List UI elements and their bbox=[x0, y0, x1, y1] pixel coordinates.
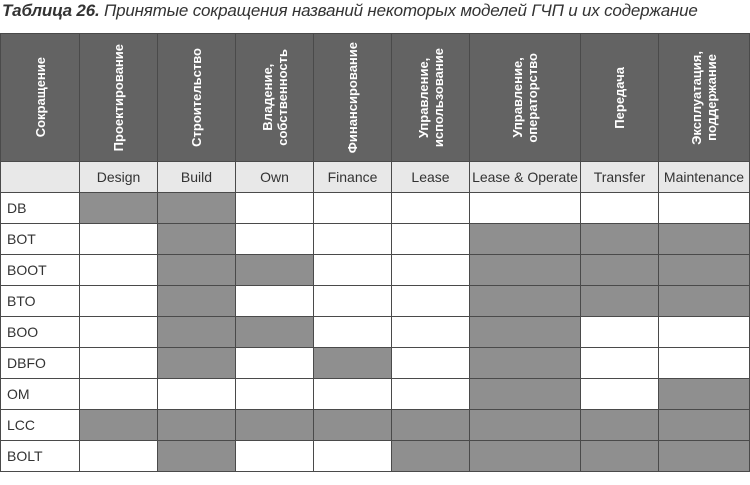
cell-design bbox=[80, 379, 158, 410]
cell-finance bbox=[314, 379, 392, 410]
row-abbreviation: OM bbox=[1, 379, 80, 410]
cell-design bbox=[80, 286, 158, 317]
cell-own bbox=[236, 286, 314, 317]
cell-own bbox=[236, 224, 314, 255]
cell-lease bbox=[392, 193, 470, 224]
cell-finance bbox=[314, 410, 392, 441]
table-row bbox=[1, 410, 750, 441]
cell-maintenance bbox=[659, 410, 750, 441]
cell-design bbox=[80, 224, 158, 255]
header-own: Владение, собственность bbox=[236, 34, 314, 162]
cell-build bbox=[158, 348, 236, 379]
cell-build bbox=[158, 410, 236, 441]
cell-lease-operate bbox=[470, 410, 581, 441]
cell-finance bbox=[314, 193, 392, 224]
row-abbreviation: DB bbox=[1, 193, 80, 224]
cell-own bbox=[236, 410, 314, 441]
cell-build bbox=[158, 193, 236, 224]
subheader-finance: Finance bbox=[314, 162, 392, 193]
caption-text: Принятые сокращения названий некоторых моделей ГЧП и их содержание bbox=[104, 1, 698, 20]
cell-lease bbox=[392, 348, 470, 379]
table-row bbox=[1, 224, 750, 255]
cell-transfer bbox=[581, 410, 659, 441]
cell-finance bbox=[314, 286, 392, 317]
cell-transfer bbox=[581, 255, 659, 286]
cell-transfer bbox=[581, 379, 659, 410]
cell-finance bbox=[314, 348, 392, 379]
header-abbr: Сокращение bbox=[1, 34, 80, 162]
header-lease: Управление, использование bbox=[392, 34, 470, 162]
row-abbreviation: BTO bbox=[1, 286, 80, 317]
cell-own bbox=[236, 317, 314, 348]
cell-build bbox=[158, 224, 236, 255]
cell-lease-operate bbox=[470, 441, 581, 472]
cell-maintenance bbox=[659, 441, 750, 472]
subheader-lease: Lease bbox=[392, 162, 470, 193]
cell-finance bbox=[314, 317, 392, 348]
table-row bbox=[1, 348, 750, 379]
cell-lease bbox=[392, 317, 470, 348]
cell-transfer bbox=[581, 441, 659, 472]
ppp-models-table bbox=[0, 33, 750, 472]
subheader-design: Design bbox=[80, 162, 158, 193]
cell-maintenance bbox=[659, 193, 750, 224]
cell-design bbox=[80, 193, 158, 224]
table-row bbox=[1, 193, 750, 224]
cell-lease bbox=[392, 286, 470, 317]
subheader-maintenance: Maintenance bbox=[659, 162, 750, 193]
cell-design bbox=[80, 317, 158, 348]
cell-design bbox=[80, 348, 158, 379]
cell-finance bbox=[314, 255, 392, 286]
cell-finance bbox=[314, 441, 392, 472]
table-body bbox=[1, 193, 750, 472]
cell-build bbox=[158, 286, 236, 317]
cell-lease-operate bbox=[470, 348, 581, 379]
cell-lease bbox=[392, 441, 470, 472]
cell-maintenance bbox=[659, 224, 750, 255]
subheader-own: Own bbox=[236, 162, 314, 193]
cell-maintenance bbox=[659, 348, 750, 379]
cell-transfer bbox=[581, 317, 659, 348]
cell-design bbox=[80, 255, 158, 286]
header-build: Строительство bbox=[158, 34, 236, 162]
cell-transfer bbox=[581, 224, 659, 255]
table-row bbox=[1, 255, 750, 286]
cell-design bbox=[80, 410, 158, 441]
cell-build bbox=[158, 317, 236, 348]
cell-own bbox=[236, 348, 314, 379]
header-row bbox=[1, 34, 750, 162]
cell-transfer bbox=[581, 193, 659, 224]
cell-build bbox=[158, 379, 236, 410]
cell-transfer bbox=[581, 286, 659, 317]
cell-own bbox=[236, 193, 314, 224]
table-row bbox=[1, 317, 750, 348]
subheader-row bbox=[1, 162, 750, 193]
header-lease-operate: Управление, операторство bbox=[470, 34, 581, 162]
caption-label: Таблица 26. bbox=[2, 1, 100, 20]
row-abbreviation: LCC bbox=[1, 410, 80, 441]
cell-design bbox=[80, 441, 158, 472]
table-caption bbox=[2, 0, 698, 28]
cell-maintenance bbox=[659, 317, 750, 348]
cell-own bbox=[236, 441, 314, 472]
row-abbreviation: BOLT bbox=[1, 441, 80, 472]
cell-lease bbox=[392, 224, 470, 255]
table-row bbox=[1, 379, 750, 410]
cell-maintenance bbox=[659, 379, 750, 410]
cell-lease-operate bbox=[470, 255, 581, 286]
cell-lease-operate bbox=[470, 224, 581, 255]
cell-build bbox=[158, 441, 236, 472]
table-row bbox=[1, 441, 750, 472]
row-abbreviation: BOOT bbox=[1, 255, 80, 286]
header-design: Проектирование bbox=[80, 34, 158, 162]
cell-maintenance bbox=[659, 286, 750, 317]
cell-own bbox=[236, 379, 314, 410]
cell-lease-operate bbox=[470, 286, 581, 317]
cell-lease-operate bbox=[470, 193, 581, 224]
cell-own bbox=[236, 255, 314, 286]
cell-finance bbox=[314, 224, 392, 255]
cell-build bbox=[158, 255, 236, 286]
header-finance: Финансирование bbox=[314, 34, 392, 162]
table-row bbox=[1, 286, 750, 317]
row-abbreviation: DBFO bbox=[1, 348, 80, 379]
row-abbreviation: BOO bbox=[1, 317, 80, 348]
cell-lease bbox=[392, 410, 470, 441]
header-transfer: Передача bbox=[581, 34, 659, 162]
header-maintenance: Эксплуатация, поддержание bbox=[659, 34, 750, 162]
cell-transfer bbox=[581, 348, 659, 379]
row-abbreviation: BOT bbox=[1, 224, 80, 255]
subheader-lease-operate: Lease & Operate bbox=[470, 162, 581, 193]
subheader-transfer: Transfer bbox=[581, 162, 659, 193]
subheader-build: Build bbox=[158, 162, 236, 193]
cell-lease-operate bbox=[470, 317, 581, 348]
cell-maintenance bbox=[659, 255, 750, 286]
subheader-abbr bbox=[1, 162, 80, 193]
cell-lease-operate bbox=[470, 379, 581, 410]
cell-lease bbox=[392, 255, 470, 286]
cell-lease bbox=[392, 379, 470, 410]
